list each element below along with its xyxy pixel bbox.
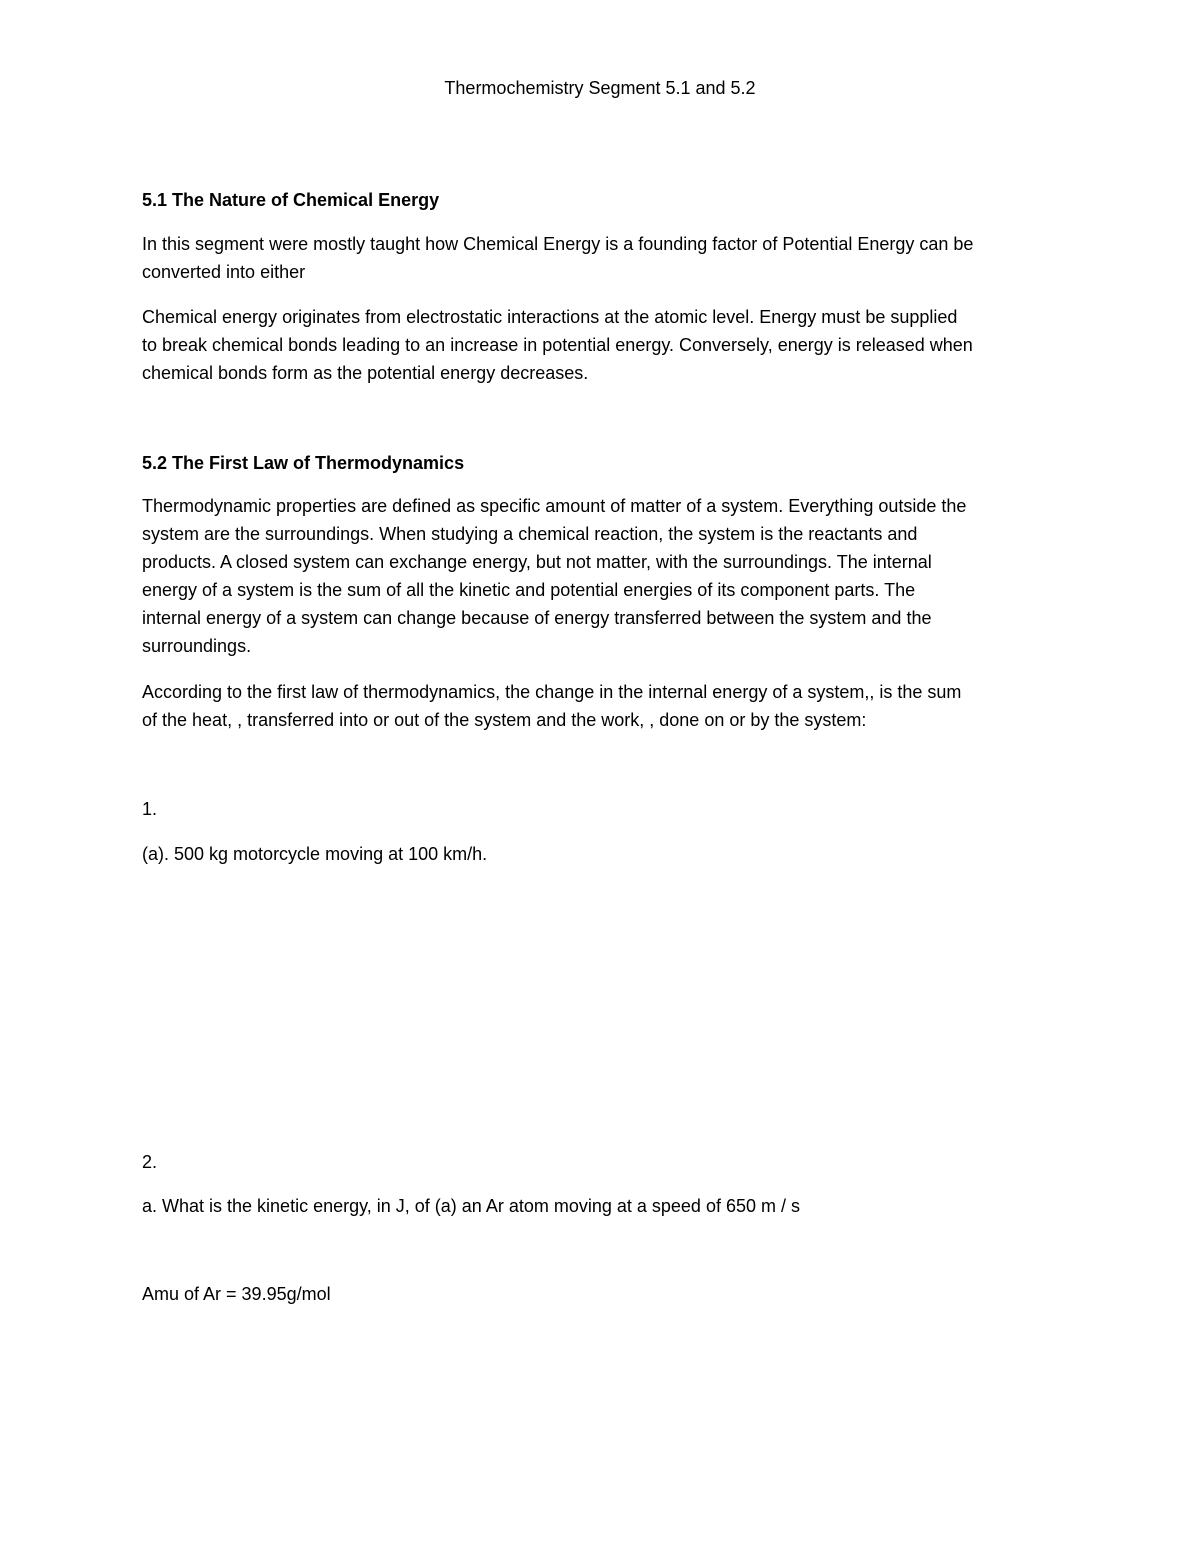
paragraph-line: surroundings.: [142, 636, 252, 656]
paragraph-line: to break chemical bonds leading to an increase in potential energy. Conversely, energy is released when: [142, 335, 973, 355]
question-number-1: 1.: [142, 799, 158, 819]
paragraph-line: energy of a system is the sum of all the kinetic and potential energies of its component parts. The: [142, 580, 916, 600]
question-2-part-a: a. What is the kinetic energy, in J, of (a) an Ar atom moving at a speed of 650 m / s: [142, 1196, 800, 1216]
paragraph-line: According to the first law of thermodynamics, the change in the internal energy of a system,, is the sum: [142, 682, 962, 702]
paragraph-line: Chemical energy originates from electrostatic interactions at the atomic level. Energy must be supplied: [142, 307, 958, 327]
paragraph-line: chemical bonds form as the potential energy decreases.: [142, 363, 589, 383]
paragraph-line: converted into either: [142, 262, 306, 282]
question-number-2: 2.: [142, 1152, 158, 1172]
page-header: Thermochemistry Segment 5.1 and 5.2: [444, 78, 756, 98]
question-2-note: Amu of Ar = 39.95g/mol: [142, 1284, 331, 1304]
section-heading-5-2: 5.2 The First Law of Thermodynamics: [142, 453, 465, 473]
paragraph-line: of the heat, , transferred into or out of the system and the work, , done on or by the system:: [142, 710, 867, 730]
paragraph-line: internal energy of a system can change because of energy transferred between the system and the: [142, 608, 932, 628]
question-1-part-a: (a). 500 kg motorcycle moving at 100 km/h.: [142, 844, 488, 864]
paragraph-line: system are the surroundings. When studying a chemical reaction, the system is the reactants and: [142, 524, 918, 544]
paragraph-line: products. A closed system can exchange energy, but not matter, with the surroundings. The internal: [142, 552, 932, 572]
paragraph-line: Thermodynamic properties are defined as specific amount of matter of a system. Everything outside the: [142, 496, 967, 516]
paragraph-line: In this segment were mostly taught how Chemical Energy is a founding factor of Potential Energy can be: [142, 234, 974, 254]
section-heading-5-1: 5.1 The Nature of Chemical Energy: [142, 190, 440, 210]
